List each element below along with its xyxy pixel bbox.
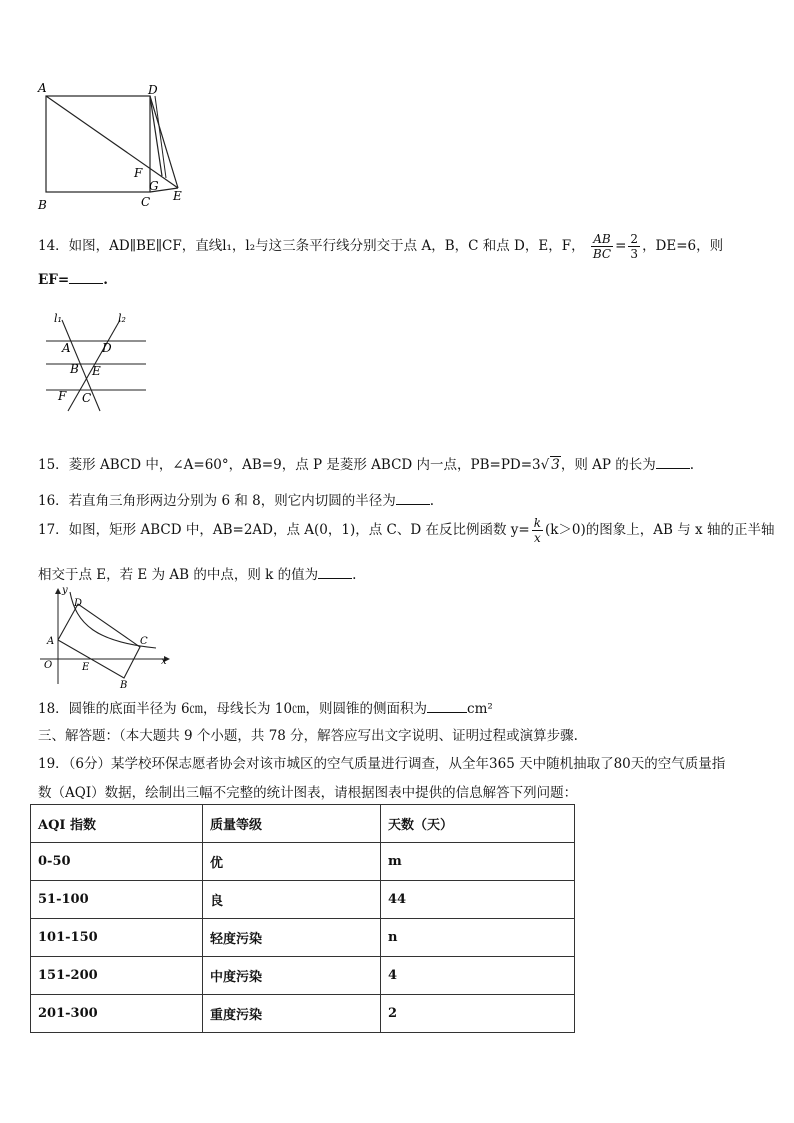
q17-text-c: 相交于点 E，若 E 为 AB 的中点，则 k 的值为 xyxy=(38,567,319,583)
label-O: O xyxy=(44,660,53,671)
label-A: A xyxy=(62,341,71,355)
cell-aqi: 0-50 xyxy=(31,843,203,881)
q17-text-b: (k＞0)的图象上，AB 与 x 轴的正半轴 xyxy=(544,522,775,538)
label-C: C xyxy=(140,636,148,647)
q16-text-b: . xyxy=(429,493,435,509)
q14-value-fraction xyxy=(628,232,640,261)
q18-text-b: cm² xyxy=(467,701,493,717)
q17-frac-num: k xyxy=(533,516,541,530)
segment-ae xyxy=(46,96,178,188)
question-17-cont xyxy=(38,563,356,583)
question-18 xyxy=(38,697,493,717)
cell-quality: 优 xyxy=(203,843,381,881)
q14-answer-blank xyxy=(69,271,103,284)
cell-aqi: 51-100 xyxy=(31,881,203,919)
cell-aqi: 101-150 xyxy=(31,919,203,957)
table-row xyxy=(31,843,575,881)
section-3-heading xyxy=(38,724,578,744)
y-axis-arrow xyxy=(55,588,61,594)
q14-eq: = xyxy=(615,238,627,254)
question-16 xyxy=(38,489,434,509)
q17-frac-den: x xyxy=(533,531,541,545)
header-days: 天数（天） xyxy=(381,805,575,843)
label-A: A xyxy=(47,636,55,647)
question-15: 15．菱形 ABCD 中，∠A=60°，AB=9，点 P 是菱形 ABCD 内一点，PB=PD=3√ 3，则 AP 的长为 . xyxy=(38,457,695,473)
segment-de xyxy=(150,96,178,188)
q15-sqrt: 3 xyxy=(551,457,560,473)
cell-days: n xyxy=(381,919,575,957)
label-x: x xyxy=(161,656,167,667)
label-l2: l₂ xyxy=(118,312,126,325)
cell-quality: 轻度污染 xyxy=(203,919,381,957)
label-E: E xyxy=(173,189,182,203)
label-D: D xyxy=(148,83,158,97)
label-B: B xyxy=(38,198,47,212)
aqi-table xyxy=(30,804,575,1033)
q14-text-d: . xyxy=(103,272,108,288)
q14-ratio-fraction xyxy=(591,232,613,261)
cell-quality: 中度污染 xyxy=(203,957,381,995)
table-header-row xyxy=(31,805,575,843)
cell-aqi: 151-200 xyxy=(31,957,203,995)
q19-line1: 19．（6分）某学校环保志愿者协会对该市城区的空气质量进行调查，从全年365 天中随机抽取了80天的空气质量指 xyxy=(38,756,726,772)
q14-text-b: ，DE=6，则 xyxy=(642,238,724,254)
label-F: F xyxy=(58,389,67,403)
label-E: E xyxy=(92,364,101,378)
q17-text-d: . xyxy=(352,567,357,583)
label-B: B xyxy=(70,362,79,376)
label-C: C xyxy=(82,391,92,405)
table-row xyxy=(31,881,575,919)
cell-aqi: 201-300 xyxy=(31,995,203,1033)
label-E: E xyxy=(82,662,90,673)
question-19-line2 xyxy=(38,781,577,801)
table-row xyxy=(31,919,575,957)
q15-answer-blank xyxy=(656,456,690,469)
header-aqi: AQI 指数 xyxy=(31,805,203,843)
q18-answer-blank xyxy=(427,700,467,713)
rectangle-abcd xyxy=(58,604,140,678)
question-14-cont xyxy=(38,271,108,288)
q15-text-b: ，则 AP 的长为 xyxy=(560,457,656,473)
q16-answer-blank xyxy=(396,492,430,505)
cell-days: 2 xyxy=(381,995,575,1033)
question-17 xyxy=(38,516,774,545)
label-A: A xyxy=(38,81,47,95)
header-quality: 质量等级 xyxy=(203,805,381,843)
table-row xyxy=(31,957,575,995)
label-G: G xyxy=(149,179,159,193)
q17-text-a: 17．如图，矩形 ABCD 中，AB=2AD，点 A(0，1)，点 C、D 在反比例函数 y= xyxy=(38,522,530,538)
q14-frac-num: AB xyxy=(591,232,613,247)
q16-text-a: 16．若直角三角形两边分别为 6 和 8，则它内切圆的半径为 xyxy=(38,493,396,509)
q14-val-num: 2 xyxy=(630,232,639,246)
label-y: y xyxy=(62,585,68,596)
q14-val-den: 3 xyxy=(630,247,639,261)
cell-quality: 良 xyxy=(203,881,381,919)
q15-text-c: . xyxy=(689,457,695,473)
label-F: F xyxy=(134,166,143,180)
q14-text-a: 14．如图，AD∥BE∥CF，直线l₁，l₂与这三条平行线分别交于点 A，B，C 和点 D，E，F， xyxy=(38,238,585,254)
label-B: B xyxy=(120,680,128,689)
label-D: D xyxy=(74,598,83,609)
label-C: C xyxy=(141,195,151,209)
q18-text-a: 18．圆锥的底面半径为 6㎝，母线长为 10㎝，则圆锥的侧面积为 xyxy=(38,701,428,717)
q17-fraction xyxy=(532,516,543,545)
question-19-line1 xyxy=(38,752,725,772)
cell-days: m xyxy=(381,843,575,881)
q19-line2: 数（AQI）数据，绘制出三幅不完整的统计图表，请根据图表中提供的信息解答下列问题： xyxy=(38,785,578,801)
figure-square-abcd xyxy=(30,78,200,218)
figure-parallel-lines xyxy=(38,308,153,413)
q15-text-a: 15．菱形 ABCD 中，∠A=60°，AB=9，点 P 是菱形 ABCD 内一点，PB=PD=3 xyxy=(38,457,541,473)
q14-frac-den: BC xyxy=(592,247,612,261)
cell-days: 4 xyxy=(381,957,575,995)
label-D: D xyxy=(102,341,112,355)
cell-quality: 重度污染 xyxy=(203,995,381,1033)
q14-text-c: EF= xyxy=(38,272,70,288)
question-14 xyxy=(38,232,723,261)
section-3-text: 三、解答题：（本大题共 9 个小题，共 78 分，解答应写出文字说明、证明过程或演算步骤. xyxy=(38,728,578,744)
figure-coordinate xyxy=(36,584,171,689)
label-l1: l₁ xyxy=(54,312,62,325)
q17-answer-blank xyxy=(318,566,352,579)
cell-days: 44 xyxy=(381,881,575,919)
table-row xyxy=(31,995,575,1033)
